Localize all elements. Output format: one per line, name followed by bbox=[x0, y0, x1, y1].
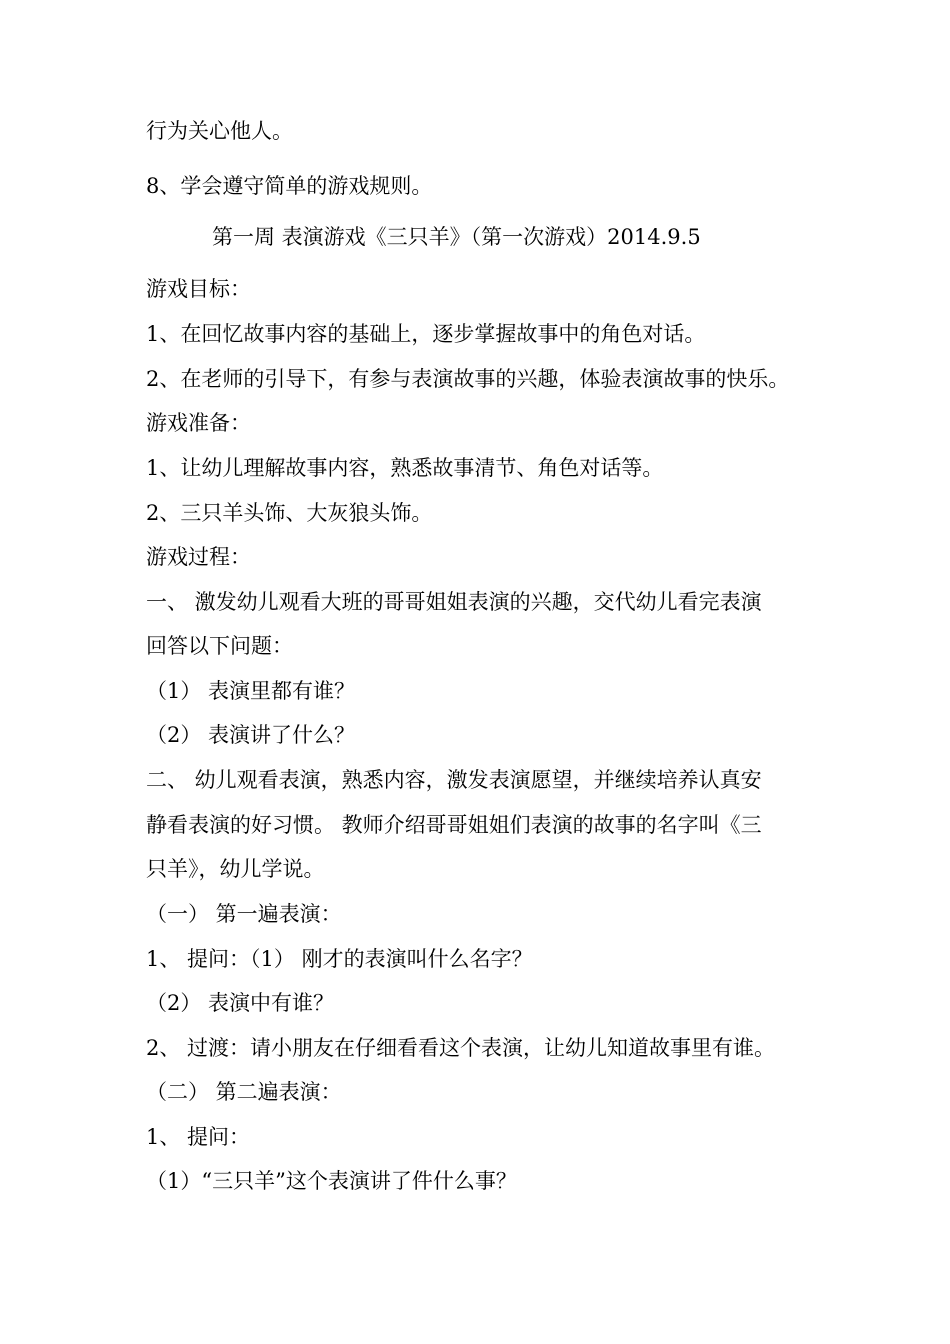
list-item: （一） 第一遍表演： bbox=[146, 902, 342, 926]
list-item: 8、学会遵守简单的游戏规则。 bbox=[146, 174, 433, 198]
list-item: （2） 表演讲了什么？ bbox=[146, 723, 356, 747]
text-line: 二、 幼儿观看表演，熟悉内容，激发表演愿望，并继续培养认真安 bbox=[146, 768, 762, 792]
list-item: （1） 表演里都有谁？ bbox=[146, 679, 356, 703]
section-heading: 游戏过程： bbox=[146, 545, 251, 569]
list-item: （2） 表演中有谁？ bbox=[146, 991, 335, 1015]
list-item: 1、 提问： bbox=[146, 1125, 251, 1149]
list-item: 2、在老师的引导下，有参与表演故事的兴趣，体验表演故事的快乐。 bbox=[146, 367, 790, 391]
list-item: 1、让幼儿理解故事内容，熟悉故事清节、角色对话等。 bbox=[146, 456, 664, 480]
list-item: 2、三只羊头饰、大灰狼头饰。 bbox=[146, 501, 433, 525]
list-item: 2、 过渡：请小朋友在仔细看看这个表演，让幼儿知道故事里有谁。 bbox=[146, 1036, 776, 1060]
list-item: 1、在回忆故事内容的基础上，逐步掌握故事中的角色对话。 bbox=[146, 322, 706, 346]
list-item: （1）“三只羊”这个表演讲了件什么事？ bbox=[146, 1169, 517, 1193]
section-title: 第一周 表演游戏《三只羊》（第一次游戏）2014.9.5 bbox=[212, 225, 701, 249]
list-item: （二） 第二遍表演： bbox=[146, 1080, 342, 1104]
text-line: 行为关心他人。 bbox=[146, 119, 293, 143]
section-heading: 游戏目标： bbox=[146, 277, 251, 301]
text-line: 回答以下问题： bbox=[146, 634, 293, 658]
text-line: 静看表演的好习惯。 教师介绍哥哥姐姐们表演的故事的名字叫《三 bbox=[146, 813, 762, 837]
text-line: 一、 激发幼儿观看大班的哥哥姐姐表演的兴趣，交代幼儿看完表演 bbox=[146, 590, 762, 614]
section-heading: 游戏准备： bbox=[146, 411, 251, 435]
text-line: 只羊》，幼儿学说。 bbox=[146, 857, 325, 881]
list-item: 1、 提问：（1） 刚才的表演叫什么名字？ bbox=[146, 947, 533, 971]
